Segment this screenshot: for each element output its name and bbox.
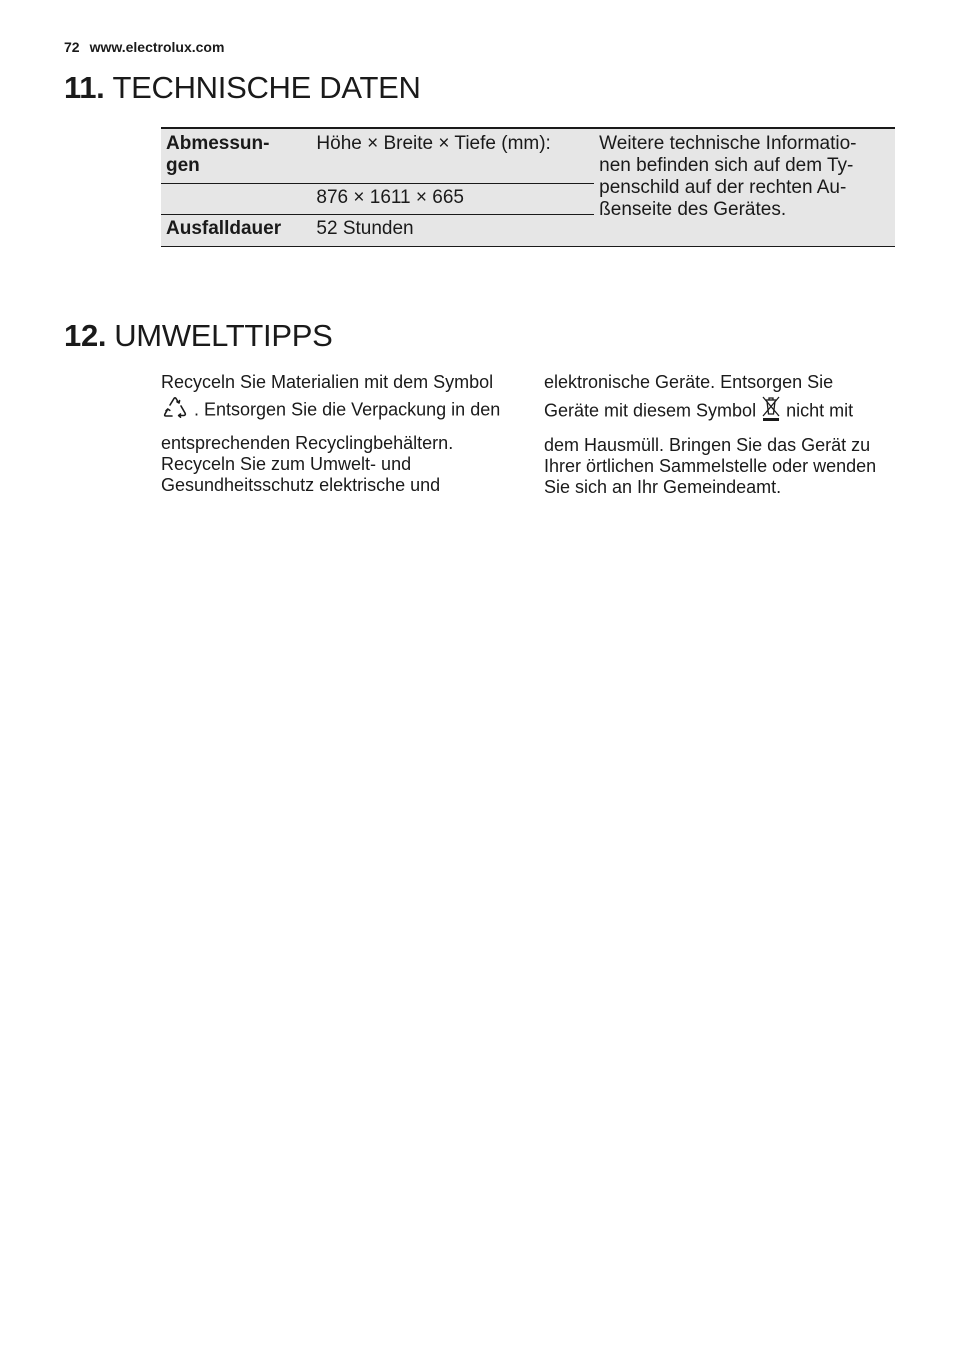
- text-line: Ihrer örtlichen Sammelstelle oder wenden: [544, 456, 877, 476]
- website-url: www.electrolux.com: [89, 39, 225, 55]
- crossed-bin-icon: [761, 395, 781, 428]
- text-line: . Entsorgen Sie die Verpackung in den: [194, 399, 501, 420]
- note-line: Weitere technische Informatio-: [599, 133, 857, 154]
- note-line: penschild auf der rechten Au-: [599, 177, 847, 198]
- section-11-title: TECHNISCHE DATEN: [112, 70, 421, 105]
- text-line: dem Hausmüll. Bringen Sie das Gerät zu: [544, 435, 871, 455]
- dimensions-label: [161, 128, 311, 184]
- note-line: nen befinden sich auf dem Ty-: [599, 155, 854, 176]
- text-line-with-icon: [544, 395, 896, 428]
- section-11-number: 11.: [64, 70, 105, 105]
- environment-text-left: [161, 372, 513, 496]
- outage-value: 52 Stunden: [316, 218, 414, 239]
- table-row: [161, 128, 895, 184]
- section-12-heading: [64, 318, 333, 354]
- dimensions-label-line1: Abmessun-: [166, 133, 270, 154]
- text-line: Sie sich an Ihr Gemeindeamt.: [544, 477, 782, 497]
- dimensions-heading: Höhe × Breite × Tiefe (mm):: [311, 128, 594, 184]
- environment-text-right: [544, 372, 896, 498]
- text-line: elektronische Geräte. Entsorgen Sie: [544, 372, 834, 392]
- text-line: Gesundheitsschutz elektrische und: [161, 475, 441, 495]
- text-line: entsprechenden Recyclingbehältern.: [161, 433, 454, 453]
- text-line-with-icon: [161, 395, 513, 426]
- technical-info-note: [594, 128, 895, 247]
- empty-cell: [161, 184, 311, 215]
- text-line: Recyceln Sie zum Umwelt- und: [161, 454, 412, 474]
- section-12-number: 12.: [64, 318, 107, 353]
- text-line: Geräte mit diesem Symbol: [544, 400, 757, 421]
- section-12-title: UMWELTTIPPS: [114, 318, 333, 353]
- note-line: ßenseite des Gerätes.: [599, 199, 787, 220]
- dimensions-value: 876 × 1611 × 665: [311, 184, 594, 215]
- text-line: Recyceln Sie Materialien mit dem Symbol: [161, 372, 494, 392]
- technical-data-table: [161, 127, 895, 247]
- section-11-heading: [64, 70, 421, 106]
- recycle-icon: [161, 395, 189, 426]
- page-number: 72: [64, 39, 80, 55]
- text-line: nicht mit: [786, 400, 854, 421]
- outage-label: Ausfalldauer: [166, 218, 282, 239]
- page-header: [64, 39, 224, 55]
- dimensions-label-line2: gen: [166, 155, 200, 176]
